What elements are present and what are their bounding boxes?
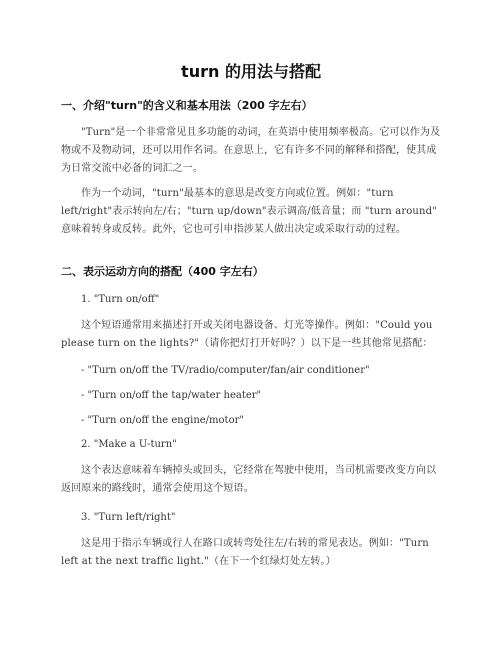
item-1-title: 1. "Turn on/off" [81,294,160,305]
item-1-example: - "Turn on/off the TV/radio/computer/fan/air conditioner" [81,365,370,376]
section-2-heading: 二、表示运动方向的搭配（400 字左右） [61,265,264,278]
section-1-heading: 一、介绍"turn"的含义和基本用法（200 字左右） [61,99,313,112]
item-1-example: - "Turn on/off the tap/water heater" [81,390,262,401]
section-1-paragraph-1: "Turn"是一个非常常见且多功能的动词，在英语中使用频率极高。它可以作为及物或不及物动词，还可以用作名词。在意思上，它有许多不同的解释和搭配，使其成为日常交流中必备的词汇之一。 [61,127,441,174]
item-2-description: 这个表达意味着车辆掉头或回头，它经常在驾驶中使用，当司机需要改变方向以返回原来的路线时，通常会使用这个短语。 [61,465,437,494]
item-1-description: 这个短语通常用来描述打开或关闭电器设备、灯光等操作。例如："Could you please turn on the lights?"（请你把灯打开好吗？）以下是一些其他常见搭配： [61,320,433,349]
document-title: turn 的用法与搭配 [181,62,321,81]
item-3-description: 这是用于指示车辆或行人在路口或转弯处往左/右转的常见表达。例如："Turn left at the next traffic light."（在下一个红绿灯处左转。） [61,538,429,567]
item-2-title: 2. "Make a U-turn" [81,439,177,450]
item-3-title: 3. "Turn left/right" [81,512,176,523]
section-1-paragraph-2: 作为一个动词，"turn"最基本的意思是改变方向或位置。例如："turn left/right"表示转向左/右；"turn up/down"表示调高/低音量；而 "turn around" 意味着转身或反转。此外，它也可引申指涉某人做出决定或采取行动的过程。 [61,188,437,235]
item-1-example: - "Turn on/off the engine/motor" [81,415,244,426]
